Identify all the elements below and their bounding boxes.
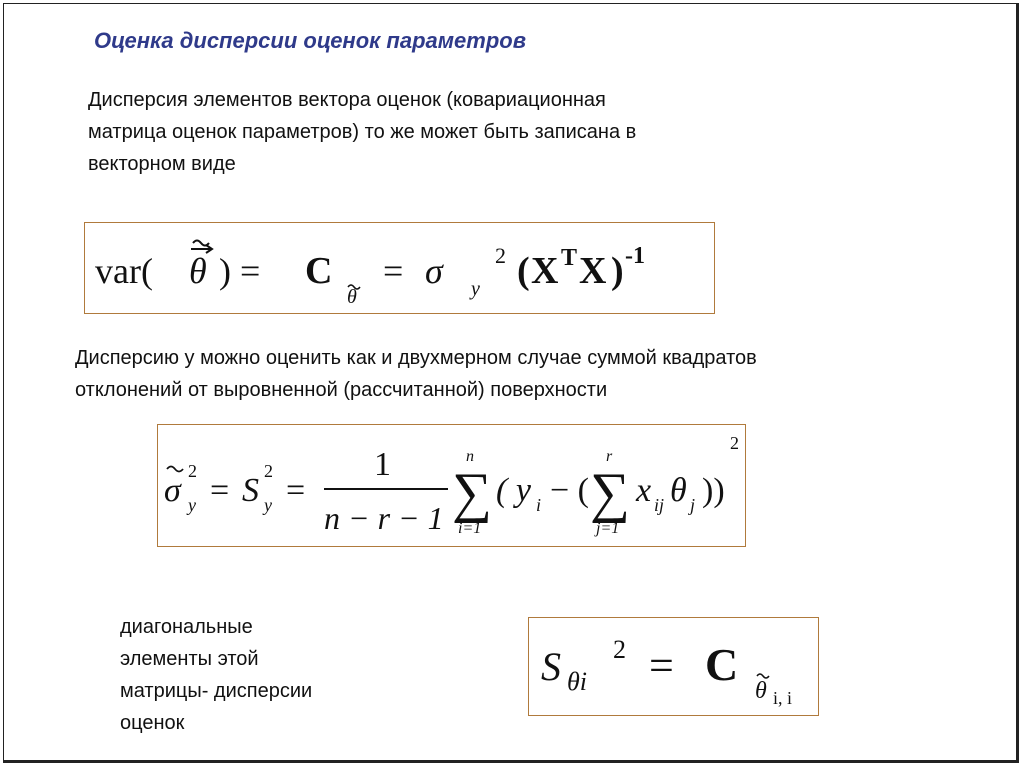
formula-subscript-theta: θ [755, 678, 767, 704]
sum-upper-limit: r [606, 448, 613, 465]
formula-residual-variance [157, 424, 746, 547]
summation-sign: ∑ [452, 462, 492, 524]
formula-superscript-2: 2 [188, 461, 197, 481]
formula-text: var( [95, 251, 153, 291]
sum-upper-limit: n [466, 448, 474, 465]
formula-text: ( [517, 250, 530, 292]
sum-lower-limit: i=1 [458, 520, 482, 537]
formula-text: = [383, 251, 404, 291]
formula-superscript-2: 2 [613, 635, 626, 664]
formula-superscript-2: 2 [264, 461, 273, 481]
formula-symbol-sigma: σ [425, 251, 443, 291]
formula-superscript-2: 2 [495, 243, 506, 268]
formula-subscript-ij: ij [654, 495, 665, 515]
formula-covariance-matrix [84, 222, 715, 314]
formula-text: ) [611, 250, 624, 292]
paragraph-line: матрицы- дисперсии [120, 680, 313, 702]
tilde-mark [167, 467, 183, 472]
formula-subscript-y: y [188, 495, 196, 515]
formula-symbol-c: C [705, 639, 739, 690]
formula-text: = [286, 472, 306, 509]
paragraph-line: элементы этой [120, 648, 259, 670]
formula-residual-svg [158, 425, 747, 548]
formula-subscript-y: y [471, 278, 480, 300]
sum-lower-limit: j=1 [596, 520, 620, 537]
formula-text: )) [702, 472, 725, 509]
formula-outer-superscript: 2 [730, 433, 739, 453]
formula-superscript-t: T [561, 245, 578, 271]
formula-subscript-i: i [536, 495, 542, 515]
formula-denominator: n − r − 1 [324, 500, 444, 536]
formula-symbol-x: x [636, 472, 652, 509]
formula-text: = [210, 472, 230, 509]
formula-text: − ( [550, 472, 589, 509]
paragraph-line: оценок [120, 712, 185, 734]
formula-text: ( y [496, 472, 531, 509]
formula-diagonal-svg [529, 618, 820, 717]
formula-superscript-inverse: -1 [625, 243, 645, 269]
formula-subscript-j: j [690, 495, 696, 515]
formula-symbol-s: S [541, 644, 561, 689]
paragraph-line: векторном виде [88, 153, 236, 175]
formula-subscript-theta-i: θi [567, 667, 587, 696]
formula-diagonal-variance [528, 617, 819, 716]
paragraph-line: матрица оценок параметров) то же может быть записана в [88, 121, 637, 143]
paragraph-line: Дисперсию y можно оценить как и двухмерном случае суммой квадратов [75, 347, 757, 369]
paragraph-covariance-description [88, 84, 636, 180]
paragraph-diagonal-elements [120, 611, 312, 739]
formula-text: = [649, 641, 674, 690]
formula-symbol-theta: θ [670, 472, 687, 509]
paragraph-line: диагональные [120, 616, 253, 638]
summation-sign: ∑ [590, 462, 630, 524]
formula-symbol-x: X [579, 250, 607, 292]
paragraph-line: Дисперсия элементов вектора оценок (ковариационная [88, 89, 606, 111]
formula-subscript-ii: i, i [773, 688, 793, 708]
formula-symbol-sigma: σ [164, 472, 181, 509]
slide-title: Оценка дисперсии оценок параметров [94, 28, 527, 53]
paragraph-variance-estimate [75, 342, 757, 406]
formula-symbol-theta: θ [189, 251, 207, 291]
formula-symbol-s: S [242, 472, 259, 509]
formula-subscript-theta: θ [347, 286, 357, 308]
formula-covariance-svg [85, 223, 716, 315]
formula-symbol-x: X [531, 250, 559, 292]
formula-text: ) = [219, 251, 261, 291]
formula-symbol-c: C [305, 250, 333, 292]
paragraph-line: отклонений от выровненной (рассчитанной) поверхности [75, 379, 608, 401]
formula-numerator: 1 [374, 446, 391, 483]
formula-subscript-y: y [264, 495, 272, 515]
